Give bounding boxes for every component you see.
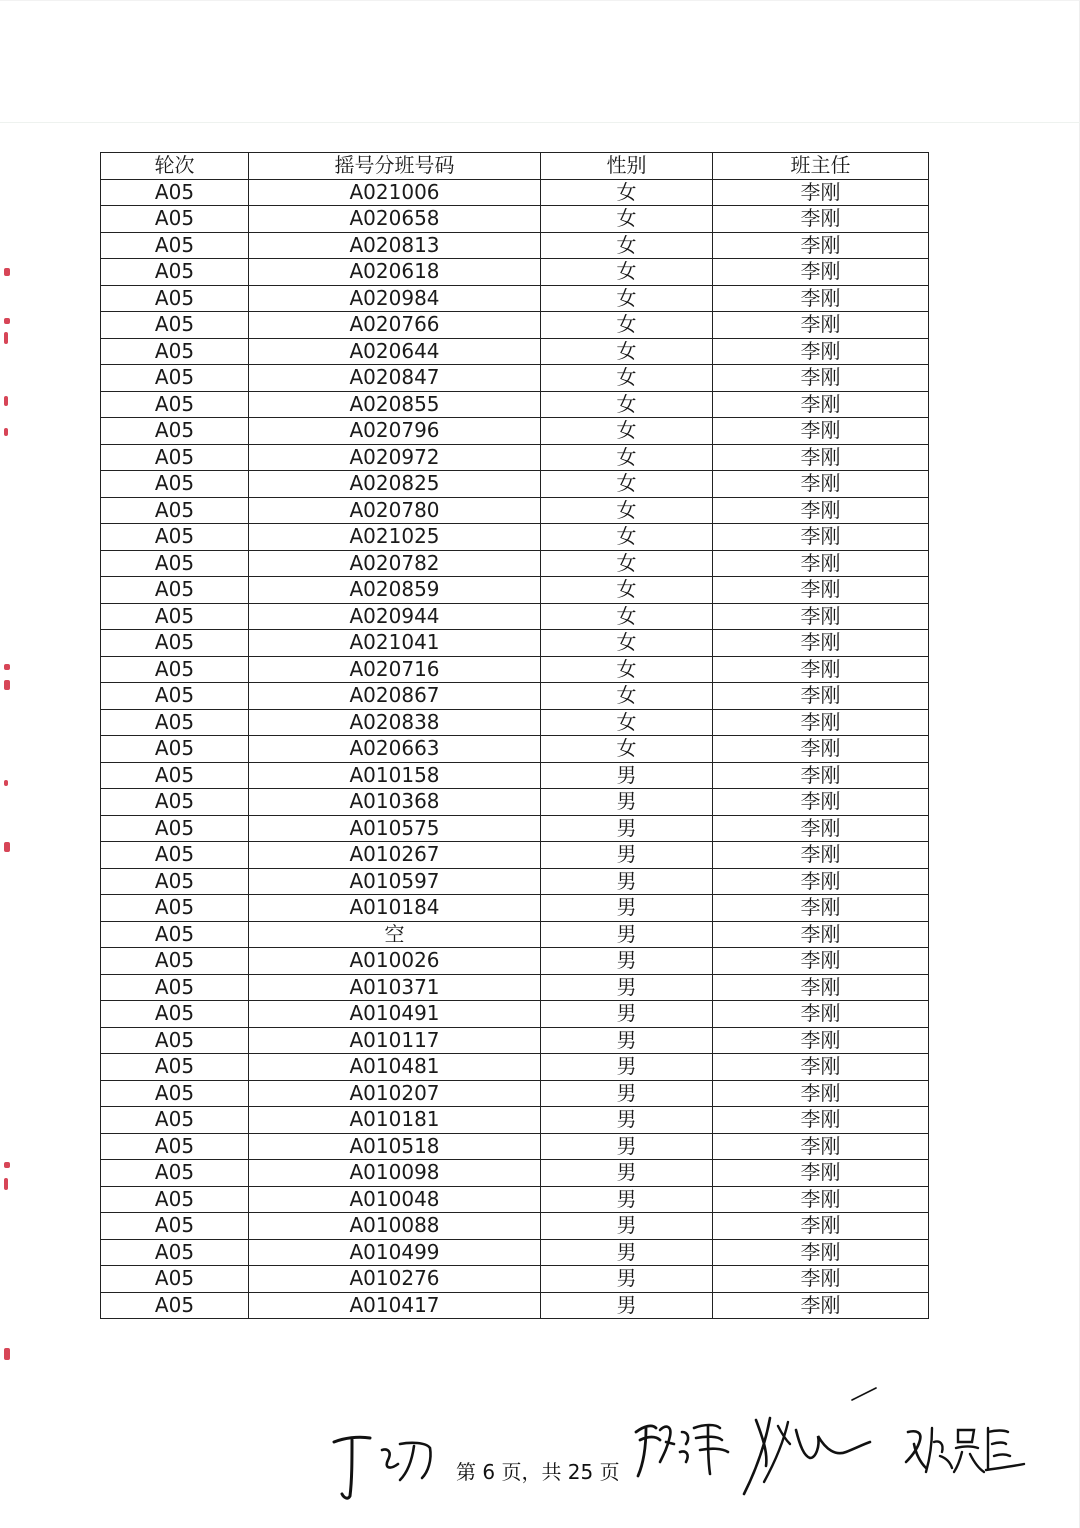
table-row bbox=[101, 1027, 929, 1054]
head-teacher-cell: 李刚 bbox=[713, 921, 929, 948]
table-row bbox=[101, 948, 929, 975]
head-teacher-cell: 李刚 bbox=[713, 1160, 929, 1187]
head-teacher-cell: 李刚 bbox=[713, 789, 929, 816]
round-cell: A05 bbox=[101, 1213, 249, 1240]
round-cell: A05 bbox=[101, 1292, 249, 1319]
gender-cell: 男 bbox=[541, 921, 713, 948]
head-teacher-cell: 李刚 bbox=[713, 1133, 929, 1160]
round-cell: A05 bbox=[101, 1080, 249, 1107]
lottery-number-cell: A020859 bbox=[249, 577, 541, 604]
table-row bbox=[101, 683, 929, 710]
signature-flourish bbox=[850, 1384, 880, 1404]
seal-fragment bbox=[4, 1178, 8, 1190]
round-cell: A05 bbox=[101, 444, 249, 471]
seal-fragment bbox=[4, 318, 10, 324]
head-teacher-cell: 李刚 bbox=[713, 603, 929, 630]
round-cell: A05 bbox=[101, 285, 249, 312]
gender-cell: 男 bbox=[541, 762, 713, 789]
gender-cell: 男 bbox=[541, 1001, 713, 1028]
table-row bbox=[101, 630, 929, 657]
gender-cell: 女 bbox=[541, 524, 713, 551]
head-teacher-cell: 李刚 bbox=[713, 842, 929, 869]
round-cell: A05 bbox=[101, 762, 249, 789]
round-cell: A05 bbox=[101, 736, 249, 763]
head-teacher-cell: 李刚 bbox=[713, 815, 929, 842]
lottery-number-cell: A010184 bbox=[249, 895, 541, 922]
gender-cell: 女 bbox=[541, 206, 713, 233]
lottery-number-cell: A010597 bbox=[249, 868, 541, 895]
gender-cell: 男 bbox=[541, 1160, 713, 1187]
round-cell: A05 bbox=[101, 1001, 249, 1028]
lottery-number-cell: A010181 bbox=[249, 1107, 541, 1134]
head-teacher-cell: 李刚 bbox=[713, 497, 929, 524]
table-row bbox=[101, 842, 929, 869]
head-teacher-cell: 李刚 bbox=[713, 471, 929, 498]
table-row bbox=[101, 1213, 929, 1240]
lottery-number-cell: A020644 bbox=[249, 338, 541, 365]
table-row bbox=[101, 1266, 929, 1293]
round-cell: A05 bbox=[101, 338, 249, 365]
seal-fragment bbox=[4, 1348, 10, 1360]
table-row bbox=[101, 206, 929, 233]
table-row bbox=[101, 868, 929, 895]
lottery-number-cell: A010491 bbox=[249, 1001, 541, 1028]
lottery-number-cell: A010207 bbox=[249, 1080, 541, 1107]
round-cell: A05 bbox=[101, 1107, 249, 1134]
round-cell: A05 bbox=[101, 391, 249, 418]
head-teacher-cell: 李刚 bbox=[713, 418, 929, 445]
gender-cell: 男 bbox=[541, 1213, 713, 1240]
table-row bbox=[101, 815, 929, 842]
gender-cell: 男 bbox=[541, 1239, 713, 1266]
head-teacher-cell: 李刚 bbox=[713, 1292, 929, 1319]
table-row bbox=[101, 550, 929, 577]
lottery-number-cell: A020813 bbox=[249, 232, 541, 259]
round-cell: A05 bbox=[101, 1186, 249, 1213]
lottery-number-cell: A010048 bbox=[249, 1186, 541, 1213]
head-teacher-cell: 李刚 bbox=[713, 948, 929, 975]
round-cell: A05 bbox=[101, 1266, 249, 1293]
table-row bbox=[101, 1239, 929, 1266]
gender-cell: 女 bbox=[541, 285, 713, 312]
seal-fragment bbox=[4, 268, 10, 276]
seal-fragment bbox=[4, 1162, 10, 1168]
table-row bbox=[101, 1292, 929, 1319]
head-teacher-cell: 李刚 bbox=[713, 179, 929, 206]
gender-cell: 女 bbox=[541, 683, 713, 710]
gender-cell: 男 bbox=[541, 842, 713, 869]
head-teacher-cell: 李刚 bbox=[713, 259, 929, 286]
gender-cell: 男 bbox=[541, 1054, 713, 1081]
gender-cell: 男 bbox=[541, 1107, 713, 1134]
gender-cell: 男 bbox=[541, 895, 713, 922]
head-teacher-cell: 李刚 bbox=[713, 285, 929, 312]
gender-cell: 男 bbox=[541, 948, 713, 975]
lottery-number-cell: A020780 bbox=[249, 497, 541, 524]
head-teacher-cell: 李刚 bbox=[713, 206, 929, 233]
table-row bbox=[101, 444, 929, 471]
table-row bbox=[101, 577, 929, 604]
class-assignment-table bbox=[100, 152, 929, 1319]
lottery-number-cell: A020716 bbox=[249, 656, 541, 683]
table-row bbox=[101, 1001, 929, 1028]
lottery-number-cell: A010276 bbox=[249, 1266, 541, 1293]
table-row bbox=[101, 232, 929, 259]
lottery-number-cell: A010117 bbox=[249, 1027, 541, 1054]
table-row bbox=[101, 471, 929, 498]
round-cell: A05 bbox=[101, 1027, 249, 1054]
signature-1 bbox=[330, 1430, 440, 1502]
head-teacher-cell: 李刚 bbox=[713, 895, 929, 922]
head-teacher-cell: 李刚 bbox=[713, 656, 929, 683]
gender-cell: 女 bbox=[541, 179, 713, 206]
gender-cell: 女 bbox=[541, 630, 713, 657]
lottery-number-cell: A020867 bbox=[249, 683, 541, 710]
gender-cell: 女 bbox=[541, 550, 713, 577]
lottery-number-cell: A020658 bbox=[249, 206, 541, 233]
round-cell: A05 bbox=[101, 789, 249, 816]
seal-fragment bbox=[4, 664, 10, 670]
gender-cell: 男 bbox=[541, 1027, 713, 1054]
lottery-number-cell: A020663 bbox=[249, 736, 541, 763]
header-gender: 性别 bbox=[541, 153, 713, 180]
lottery-number-cell: A010098 bbox=[249, 1160, 541, 1187]
gender-cell: 男 bbox=[541, 1133, 713, 1160]
table-row bbox=[101, 1080, 929, 1107]
round-cell: A05 bbox=[101, 232, 249, 259]
round-cell: A05 bbox=[101, 895, 249, 922]
gender-cell: 女 bbox=[541, 365, 713, 392]
table-row bbox=[101, 789, 929, 816]
seal-fragment bbox=[4, 396, 8, 406]
round-cell: A05 bbox=[101, 1054, 249, 1081]
round-cell: A05 bbox=[101, 497, 249, 524]
lottery-number-cell: A020825 bbox=[249, 471, 541, 498]
lottery-number-cell: A020855 bbox=[249, 391, 541, 418]
head-teacher-cell: 李刚 bbox=[713, 1213, 929, 1240]
seal-fragment bbox=[4, 332, 8, 344]
table-row bbox=[101, 259, 929, 286]
round-cell: A05 bbox=[101, 471, 249, 498]
lottery-number-cell: A020972 bbox=[249, 444, 541, 471]
lottery-number-cell: A020847 bbox=[249, 365, 541, 392]
table-row bbox=[101, 921, 929, 948]
head-teacher-cell: 李刚 bbox=[713, 683, 929, 710]
table-row bbox=[101, 179, 929, 206]
gender-cell: 男 bbox=[541, 868, 713, 895]
head-teacher-cell: 李刚 bbox=[713, 338, 929, 365]
lottery-number-cell: A010026 bbox=[249, 948, 541, 975]
gender-cell: 女 bbox=[541, 259, 713, 286]
signature-4 bbox=[900, 1418, 1030, 1482]
round-cell: A05 bbox=[101, 921, 249, 948]
table-row bbox=[101, 895, 929, 922]
round-cell: A05 bbox=[101, 1160, 249, 1187]
seal-fragment bbox=[4, 842, 10, 852]
lottery-number-cell: A020618 bbox=[249, 259, 541, 286]
head-teacher-cell: 李刚 bbox=[713, 974, 929, 1001]
head-teacher-cell: 李刚 bbox=[713, 1186, 929, 1213]
head-teacher-cell: 李刚 bbox=[713, 1266, 929, 1293]
round-cell: A05 bbox=[101, 1239, 249, 1266]
table-row bbox=[101, 285, 929, 312]
gender-cell: 女 bbox=[541, 497, 713, 524]
round-cell: A05 bbox=[101, 179, 249, 206]
gender-cell: 女 bbox=[541, 312, 713, 339]
head-teacher-cell: 李刚 bbox=[713, 1054, 929, 1081]
round-cell: A05 bbox=[101, 815, 249, 842]
seal-fragment bbox=[4, 680, 10, 690]
table-row bbox=[101, 524, 929, 551]
lottery-number-cell: A010158 bbox=[249, 762, 541, 789]
round-cell: A05 bbox=[101, 842, 249, 869]
gender-cell: 女 bbox=[541, 577, 713, 604]
gender-cell: 男 bbox=[541, 1080, 713, 1107]
round-cell: A05 bbox=[101, 577, 249, 604]
head-teacher-cell: 李刚 bbox=[713, 868, 929, 895]
lottery-number-cell: A020838 bbox=[249, 709, 541, 736]
lottery-number-cell: A010481 bbox=[249, 1054, 541, 1081]
lottery-number-cell: A020782 bbox=[249, 550, 541, 577]
table-row bbox=[101, 1133, 929, 1160]
page-indicator: 第 6 页，共 25 页 bbox=[456, 1460, 620, 1484]
round-cell: A05 bbox=[101, 312, 249, 339]
table-row bbox=[101, 365, 929, 392]
gender-cell: 女 bbox=[541, 391, 713, 418]
round-cell: A05 bbox=[101, 974, 249, 1001]
gender-cell: 女 bbox=[541, 736, 713, 763]
gender-cell: 女 bbox=[541, 418, 713, 445]
round-cell: A05 bbox=[101, 365, 249, 392]
gender-cell: 男 bbox=[541, 1266, 713, 1293]
gender-cell: 女 bbox=[541, 444, 713, 471]
table-row bbox=[101, 312, 929, 339]
header-head-teacher: 班主任 bbox=[713, 153, 929, 180]
table-row bbox=[101, 418, 929, 445]
lottery-number-cell: A010575 bbox=[249, 815, 541, 842]
gender-cell: 女 bbox=[541, 709, 713, 736]
table-row bbox=[101, 1054, 929, 1081]
lottery-number-cell: A021025 bbox=[249, 524, 541, 551]
round-cell: A05 bbox=[101, 709, 249, 736]
head-teacher-cell: 李刚 bbox=[713, 312, 929, 339]
head-teacher-cell: 李刚 bbox=[713, 762, 929, 789]
round-cell: A05 bbox=[101, 656, 249, 683]
lottery-number-cell: A010267 bbox=[249, 842, 541, 869]
head-teacher-cell: 李刚 bbox=[713, 1107, 929, 1134]
table-header-row bbox=[101, 153, 929, 180]
gender-cell: 女 bbox=[541, 338, 713, 365]
table-row bbox=[101, 736, 929, 763]
lottery-number-cell: A020944 bbox=[249, 603, 541, 630]
lottery-number-cell: A010518 bbox=[249, 1133, 541, 1160]
gender-cell: 男 bbox=[541, 789, 713, 816]
head-teacher-cell: 李刚 bbox=[713, 1239, 929, 1266]
table-row bbox=[101, 338, 929, 365]
page-footer bbox=[0, 1400, 1080, 1510]
lottery-number-cell: A021006 bbox=[249, 179, 541, 206]
round-cell: A05 bbox=[101, 948, 249, 975]
head-teacher-cell: 李刚 bbox=[713, 232, 929, 259]
gender-cell: 男 bbox=[541, 1186, 713, 1213]
head-teacher-cell: 李刚 bbox=[713, 630, 929, 657]
scan-artifact-line bbox=[0, 122, 1080, 123]
gender-cell: 男 bbox=[541, 1292, 713, 1319]
lottery-number-cell: A020796 bbox=[249, 418, 541, 445]
table-row bbox=[101, 1107, 929, 1134]
gender-cell: 女 bbox=[541, 232, 713, 259]
lottery-number-cell: 空 bbox=[249, 921, 541, 948]
round-cell: A05 bbox=[101, 603, 249, 630]
table-row bbox=[101, 497, 929, 524]
round-cell: A05 bbox=[101, 418, 249, 445]
lottery-number-cell: A010499 bbox=[249, 1239, 541, 1266]
head-teacher-cell: 李刚 bbox=[713, 1080, 929, 1107]
head-teacher-cell: 李刚 bbox=[713, 577, 929, 604]
head-teacher-cell: 李刚 bbox=[713, 1001, 929, 1028]
seal-fragment bbox=[4, 780, 8, 786]
gender-cell: 男 bbox=[541, 974, 713, 1001]
lottery-number-cell: A010368 bbox=[249, 789, 541, 816]
round-cell: A05 bbox=[101, 1133, 249, 1160]
gender-cell: 女 bbox=[541, 656, 713, 683]
table-row bbox=[101, 656, 929, 683]
signature-3 bbox=[736, 1406, 876, 1504]
head-teacher-cell: 李刚 bbox=[713, 365, 929, 392]
head-teacher-cell: 李刚 bbox=[713, 736, 929, 763]
round-cell: A05 bbox=[101, 683, 249, 710]
table-row bbox=[101, 391, 929, 418]
head-teacher-cell: 李刚 bbox=[713, 444, 929, 471]
signature-2 bbox=[630, 1410, 750, 1488]
gender-cell: 女 bbox=[541, 603, 713, 630]
round-cell: A05 bbox=[101, 206, 249, 233]
table-row bbox=[101, 1186, 929, 1213]
gender-cell: 男 bbox=[541, 815, 713, 842]
gender-cell: 女 bbox=[541, 471, 713, 498]
head-teacher-cell: 李刚 bbox=[713, 391, 929, 418]
round-cell: A05 bbox=[101, 868, 249, 895]
head-teacher-cell: 李刚 bbox=[713, 709, 929, 736]
table-row bbox=[101, 709, 929, 736]
lottery-number-cell: A020766 bbox=[249, 312, 541, 339]
header-lottery-number: 摇号分班号码 bbox=[249, 153, 541, 180]
table-row bbox=[101, 974, 929, 1001]
table-body bbox=[101, 179, 929, 1319]
round-cell: A05 bbox=[101, 524, 249, 551]
head-teacher-cell: 李刚 bbox=[713, 524, 929, 551]
table-row bbox=[101, 603, 929, 630]
head-teacher-cell: 李刚 bbox=[713, 1027, 929, 1054]
lottery-number-cell: A010417 bbox=[249, 1292, 541, 1319]
table-row bbox=[101, 1160, 929, 1187]
lottery-number-cell: A020984 bbox=[249, 285, 541, 312]
header-round: 轮次 bbox=[101, 153, 249, 180]
lottery-number-cell: A021041 bbox=[249, 630, 541, 657]
lottery-number-cell: A010371 bbox=[249, 974, 541, 1001]
round-cell: A05 bbox=[101, 550, 249, 577]
table-row bbox=[101, 762, 929, 789]
round-cell: A05 bbox=[101, 630, 249, 657]
round-cell: A05 bbox=[101, 259, 249, 286]
head-teacher-cell: 李刚 bbox=[713, 550, 929, 577]
lottery-number-cell: A010088 bbox=[249, 1213, 541, 1240]
seal-fragment bbox=[4, 428, 8, 436]
